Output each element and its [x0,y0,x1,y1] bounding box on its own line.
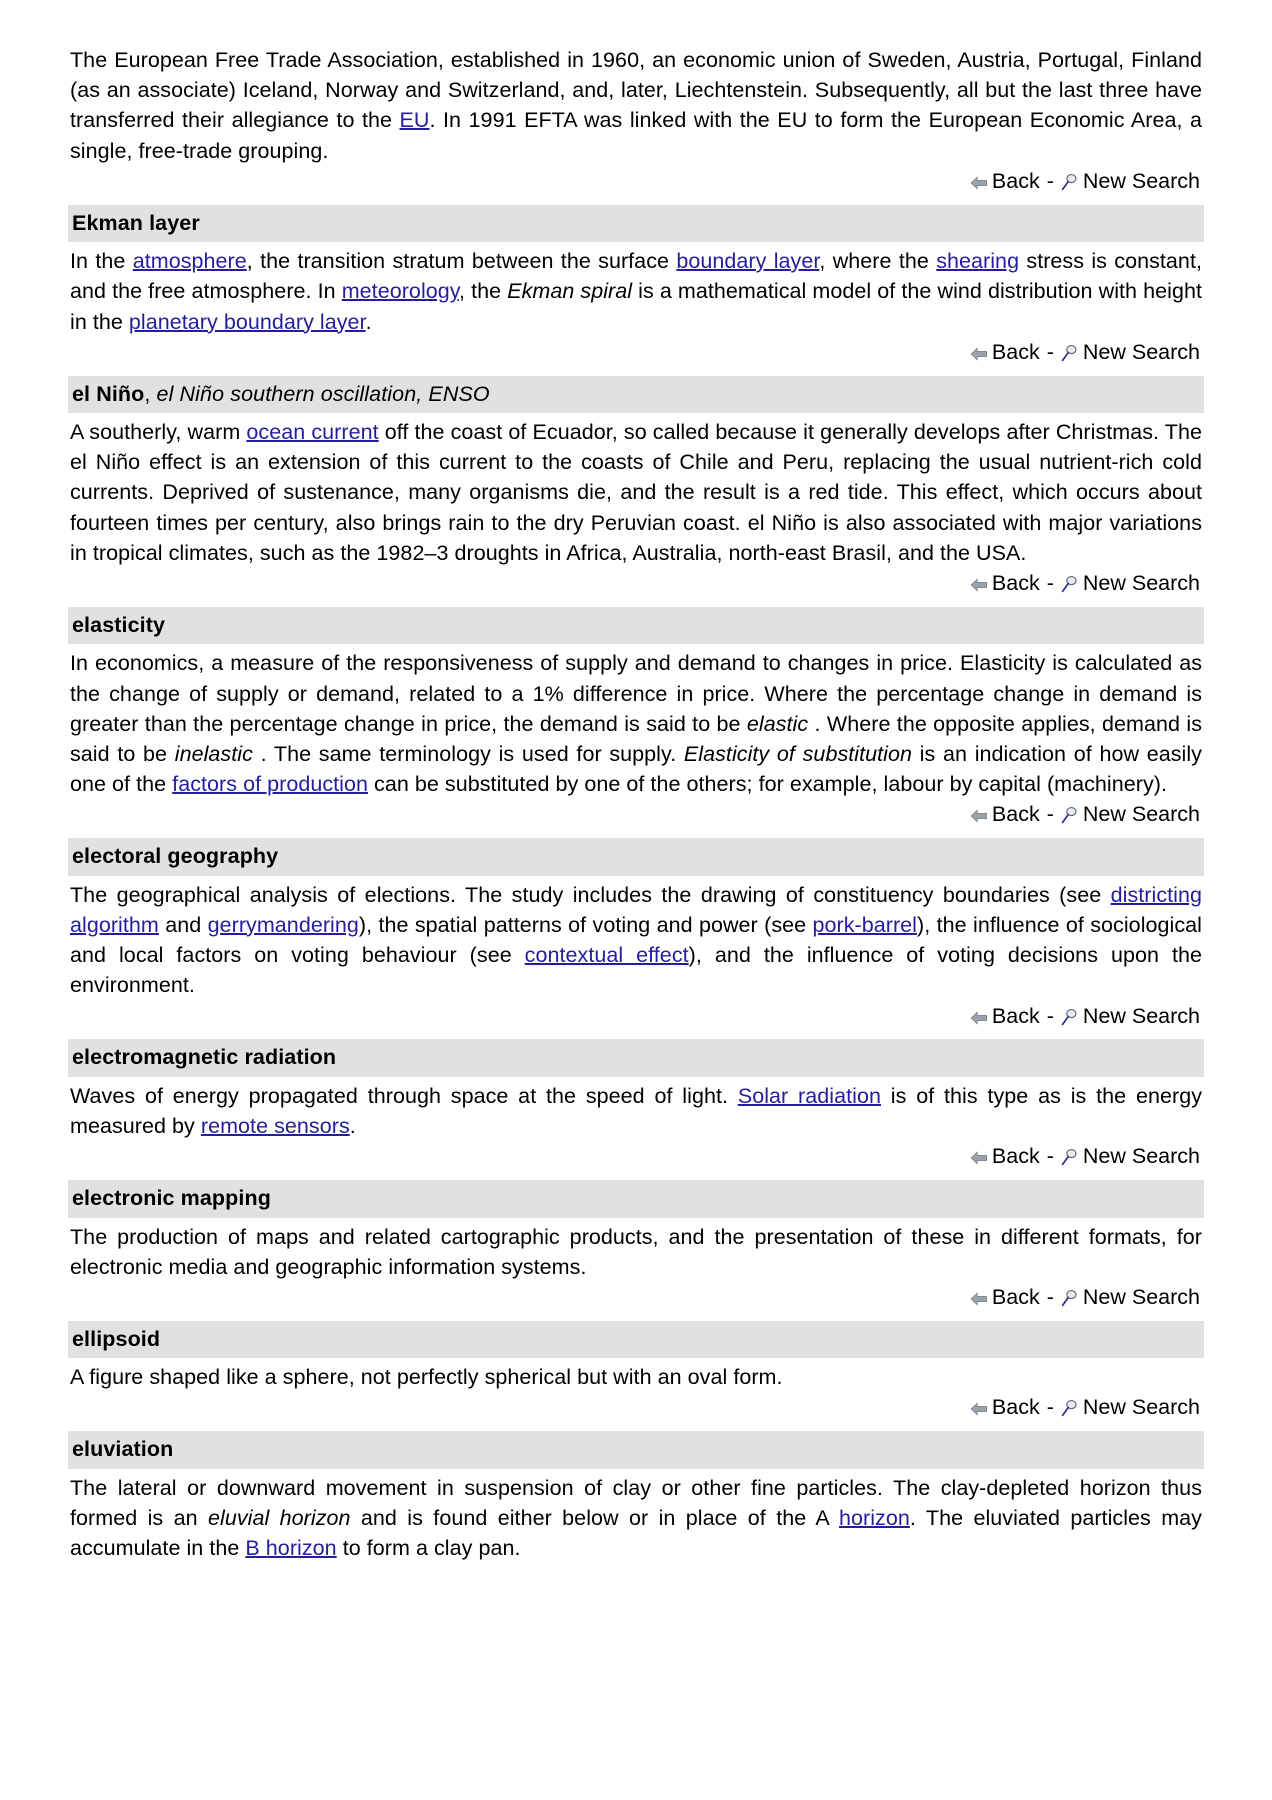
back-label: Back [991,1003,1040,1028]
entry-header [68,1431,1204,1468]
entry-definition [68,1473,1204,1564]
new-search-link[interactable] [1061,1395,1200,1419]
body-text-run: , the [459,279,508,304]
body-text-run: The geographical analysis of elections. The study includes the drawing of constituency boundaries (see [70,882,1111,907]
cross-reference-link[interactable]: meteorology [341,279,459,304]
magnifying-glass-icon [1061,342,1079,360]
cross-reference-link[interactable]: planetary boundary layer [128,309,366,334]
body-text-run: The European Free Trade Association, established in 1960, an economic union of Sweden, Austria, Portugal, Finland (as an associate) Iceland, Norway and Switzerland, and, later, Liechtenstein. Subsequently, all but the last three have transferred their allegiance to the [70,48,1202,133]
new-search-link[interactable] [1061,571,1200,595]
entry-definition [68,246,1204,337]
glossary-entry [68,1321,1204,1423]
magnifying-glass-icon [1061,1006,1079,1024]
nav-separator: - [1046,339,1054,364]
entry-definition [68,880,1204,1001]
body-text-run: off the coast of Ecuador, so called because it generally develops after Christmas. The el Niño effect is an extension of this current to the coasts of Chile and Peru, replacing the usual nutrient-rich cold currents. Deprived of sustenance, many organisms die, and the result is a red tide. This effect, which occurs about fourteen times per century, also brings rain to the dry Peruvian coast. el Niño is also associated with major variations in tropical climates, such as the 1982–3 droughts in Africa, Australia, north-east Brasil, and the USA. [70,420,1202,565]
cross-reference-link[interactable]: boundary layer [676,249,820,274]
body-text-run: . [349,1114,356,1139]
body-text-run: and [158,912,208,937]
entry-term: eluviation [72,1437,174,1462]
back-link[interactable] [970,1395,1040,1419]
emphasised-term: Elasticity of substitution [683,741,912,766]
entry-header [68,1180,1204,1217]
entry-term: electoral geography [72,844,279,869]
new-search-link[interactable] [1061,1285,1200,1309]
new-search-label: New Search [1082,339,1200,364]
entry-header [68,205,1204,242]
entry-definition [68,1362,1204,1392]
body-text-run: The lateral or downward movement in suspension of clay or other fine particles. The clay-depleted horizon thus formed is an [70,1475,1202,1530]
body-text-run: A southerly, warm [70,420,247,445]
arrow-left-icon [970,572,988,586]
magnifying-glass-icon [1061,804,1079,822]
body-text-run: ), the spatial patterns of voting and power (see [358,912,813,937]
glossary-entry [68,838,1204,1030]
glossary-entry [68,1039,1204,1171]
entry-header [68,1039,1204,1076]
glossary-entry [68,376,1204,598]
entry-definition [68,648,1204,799]
cross-reference-link[interactable]: EU [399,108,430,133]
magnifying-glass-icon [1061,1146,1079,1164]
body-text-run: . The eluviated particles may accumulate in the [70,1505,1202,1561]
entry-definition [68,417,1204,568]
body-text-run: . [365,309,372,334]
entry-header [68,376,1204,413]
magnifying-glass-icon [1061,171,1079,189]
back-link[interactable] [970,1285,1040,1309]
back-label: Back [991,339,1040,364]
cross-reference-link[interactable]: districting algorithm [70,882,1202,937]
entry-list [68,45,1204,1563]
cross-reference-link[interactable]: pork-barrel [812,912,918,937]
body-text-run: ), and the influence of voting decisions upon the environment. [70,943,1202,998]
cross-reference-link[interactable]: gerrymandering [207,912,359,937]
new-search-link[interactable] [1061,1004,1200,1028]
entry-header [68,1321,1204,1358]
glossary-entry [68,45,1204,196]
glossary-entry [68,205,1204,367]
back-link[interactable] [970,1004,1040,1028]
new-search-link[interactable] [1061,802,1200,826]
entry-term: Ekman layer [72,210,200,235]
arrow-left-icon [970,170,988,184]
back-label: Back [991,168,1040,193]
body-text-run: , the transition stratum between the surface [246,249,677,274]
body-text-run: , where the [819,249,937,274]
body-text-run: The production of maps and related cartographic products, and the presentation of these in different formats, for electronic media and geographic information systems. [70,1224,1202,1279]
nav-separator: - [1046,1144,1054,1169]
entry-nav-row [68,339,1204,367]
body-text-run: ), the influence of sociological and local factors on voting behaviour (see [70,912,1202,968]
arrow-left-icon [970,1396,988,1410]
cross-reference-link[interactable]: contextual effect [524,943,689,968]
cross-reference-link[interactable]: remote sensors [200,1114,350,1139]
magnifying-glass-icon [1061,1287,1079,1305]
nav-separator: - [1046,1003,1054,1028]
cross-reference-link[interactable]: atmosphere [132,249,247,274]
new-search-label: New Search [1082,168,1200,193]
entry-definition [68,1081,1204,1141]
new-search-label: New Search [1082,571,1200,596]
arrow-left-icon [970,341,988,355]
new-search-label: New Search [1082,1144,1200,1169]
entry-alt-terms: el Niño southern oscillation, ENSO [156,381,490,406]
entry-nav-row [68,1143,1204,1171]
entry-nav-row [68,1284,1204,1312]
entry-nav-row [68,168,1204,196]
body-text-run: . Where the opposite applies, demand is said to be [70,711,1202,766]
body-text-run: stress is constant, and the free atmosphere. In [70,249,1202,304]
entry-term: ellipsoid [72,1326,161,1351]
emphasised-term: elastic [746,711,815,736]
entry-nav-row [68,570,1204,598]
magnifying-glass-icon [1061,1397,1079,1415]
new-search-label: New Search [1082,802,1200,827]
nav-separator: - [1046,571,1054,596]
entry-term: elasticity [72,613,166,637]
emphasised-term: eluvial horizon [207,1505,351,1530]
new-search-link[interactable] [1061,1144,1200,1168]
entry-term-separator: , [144,381,157,406]
emphasised-term: inelastic [174,741,261,766]
arrow-left-icon [970,1005,988,1019]
nav-separator: - [1046,1284,1054,1309]
arrow-left-icon [970,1286,988,1300]
cross-reference-link[interactable]: factors of production [172,772,369,797]
body-text-run: A figure shaped like a sphere, not perfectly spherical but with an oval form. [70,1365,783,1390]
entry-definition [68,1222,1204,1282]
emphasised-term: Ekman spiral [507,279,633,304]
magnifying-glass-icon [1061,573,1079,591]
new-search-label: New Search [1082,1003,1200,1028]
nav-separator: - [1046,802,1054,827]
arrow-left-icon [970,1145,988,1159]
entry-definition [68,45,1204,166]
cross-reference-link[interactable]: shearing [936,249,1020,274]
cross-reference-link[interactable]: horizon [839,1505,910,1530]
back-label: Back [991,1144,1040,1169]
back-link[interactable] [970,169,1040,193]
entry-header [68,838,1204,875]
entry-nav-row [68,801,1204,829]
cross-reference-link[interactable]: Solar radiation [737,1083,881,1108]
back-link[interactable] [970,802,1040,826]
body-text-run: In economics, a measure of the responsiveness of supply and demand to changes in price. Elasticity is calculated as the change of supply or demand, related to a 1% difference in price. Where the percentage change in demand is greater than the percentage change in price, the demand is said to be [70,651,1202,736]
body-text-run: to form a clay pan. [336,1536,521,1561]
glossary-entry [68,1431,1204,1563]
nav-separator: - [1046,1395,1054,1420]
back-label: Back [991,802,1040,827]
glossary-entry [68,607,1204,829]
new-search-link[interactable] [1061,340,1200,364]
back-link[interactable] [970,340,1040,364]
new-search-link[interactable] [1061,169,1200,193]
glossary-entry [68,1180,1204,1312]
body-text-run: is of this type as is the energy measured by [70,1083,1203,1139]
body-text-run: . The same terminology is used for supply. [260,741,684,766]
body-text-run: and is found either below or in place of the A [350,1505,839,1530]
back-link[interactable] [970,1144,1040,1168]
entry-nav-row [68,1003,1204,1031]
cross-reference-link[interactable]: ocean current [246,420,379,445]
cross-reference-link[interactable]: B horizon [245,1536,337,1561]
body-text-run: is an indication of how easily one of the [70,741,1202,797]
entry-header [68,607,1204,644]
body-text-run: is a mathematical model of the wind distribution with height in the [70,279,1202,334]
body-text-run: In the [70,249,133,274]
nav-separator: - [1046,168,1054,193]
entry-nav-row [68,1394,1204,1422]
back-label: Back [991,1395,1040,1420]
entry-term: electromagnetic radiation [72,1045,337,1070]
arrow-left-icon [970,803,988,817]
new-search-label: New Search [1082,1284,1200,1309]
back-label: Back [991,571,1040,596]
entry-term: electronic mapping [72,1186,271,1211]
body-text-run: can be substituted by one of the others; for example, labour by capital (machinery). [368,772,1168,797]
back-link[interactable] [970,571,1040,595]
body-text-run: Waves of energy propagated through space at the speed of light. [70,1083,738,1108]
new-search-label: New Search [1082,1395,1200,1420]
back-label: Back [991,1284,1040,1309]
entry-term: el Niño [72,381,145,406]
body-text-run: . In 1991 EFTA was linked with the EU to form the European Economic Area, a single, free-trade grouping. [70,108,1202,163]
